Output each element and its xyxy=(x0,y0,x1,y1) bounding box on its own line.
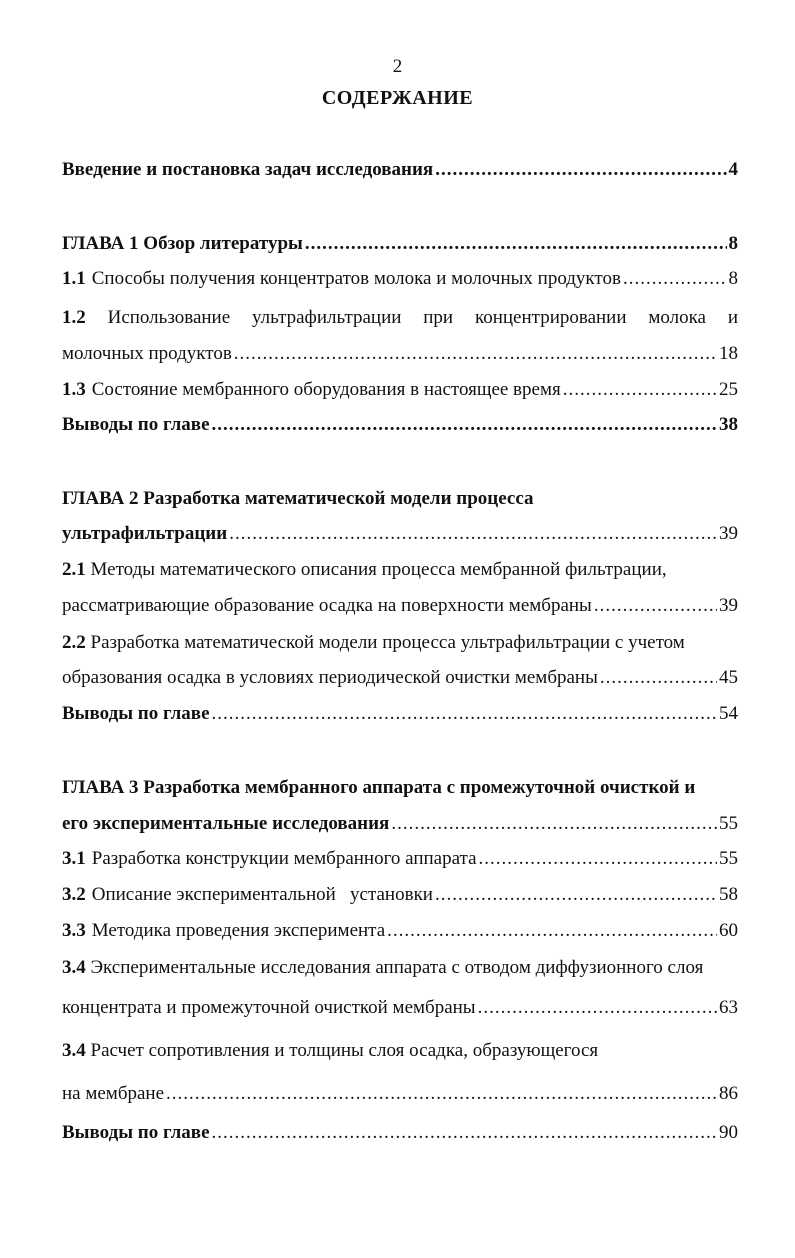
toc-page-number: 8 xyxy=(728,233,738,254)
toc-entry-text: Разработка конструкции мембранного аппарата xyxy=(91,848,477,869)
toc-page-number: 18 xyxy=(719,343,738,364)
toc-entry-text: Способы получения концентратов молока и молочных продуктов xyxy=(91,268,621,289)
toc-page-number: 8 xyxy=(728,268,738,289)
toc-page-number: 38 xyxy=(719,414,738,435)
toc-entry-section-3-3[interactable] xyxy=(62,918,738,944)
toc-entry-text: Введение и постановка задач исследования xyxy=(62,159,434,180)
dot-leader xyxy=(166,1081,717,1107)
dot-leader xyxy=(594,593,717,619)
toc-entry-text: Выводы по главе xyxy=(62,703,210,724)
toc-page-number: 63 xyxy=(719,997,738,1018)
dot-leader xyxy=(435,157,726,183)
toc-entry-section-2-2-line2[interactable] xyxy=(62,665,738,691)
dot-leader xyxy=(305,231,727,257)
page-title: СОДЕРЖАНИЕ xyxy=(321,87,474,109)
toc-entry-section-3-2[interactable] xyxy=(62,882,738,908)
toc-entry-text: ГЛАВА 3 Разработка мембранного аппарата с промежуточной очисткой и xyxy=(62,777,696,798)
section-number: 1.1 xyxy=(62,268,86,289)
toc-entry-chapter-2-line2[interactable] xyxy=(62,521,738,547)
toc-entry-text: рассматривающие образование осадка на поверхности мембраны xyxy=(62,595,592,616)
toc-entry-chapter-2-line1[interactable] xyxy=(62,486,738,512)
page-number: 2 xyxy=(392,56,403,77)
toc-entry-text: Методы математического описания процесса мембранной фильтрации, xyxy=(90,559,667,580)
toc-entry-text: на мембране xyxy=(62,1083,165,1104)
toc-entry-chapter-3-line2[interactable] xyxy=(62,811,738,837)
toc-entry-introduction[interactable] xyxy=(62,157,738,183)
section-number: 3.4 xyxy=(62,1040,86,1061)
dot-leader xyxy=(212,701,717,727)
toc-entry-section-2-1-line1[interactable] xyxy=(62,557,738,583)
section-number: 2.2 xyxy=(62,632,86,653)
dot-leader xyxy=(212,1120,717,1146)
dot-leader xyxy=(479,846,717,872)
toc-page-number: 55 xyxy=(719,848,738,869)
section-number: 1.2 xyxy=(62,307,86,328)
toc-entry-section-1-2-line1[interactable] xyxy=(62,305,738,331)
dot-leader xyxy=(600,665,717,691)
toc-page-number: 45 xyxy=(719,667,738,688)
toc-entry-section-1-1[interactable] xyxy=(62,266,738,292)
dot-leader xyxy=(478,995,717,1021)
toc-page-number: 39 xyxy=(719,595,738,616)
toc-entry-text: Методика проведения эксперимента xyxy=(91,920,386,941)
toc-entry-chapter-2-conclusions[interactable] xyxy=(62,701,738,727)
dot-leader xyxy=(212,412,717,438)
dot-leader xyxy=(623,266,727,292)
toc-entry-text: Выводы по главе xyxy=(62,414,210,435)
section-number: 3.3 xyxy=(62,920,86,941)
toc-entry-text: ГЛАВА 2 Разработка математической модели процесса xyxy=(62,488,534,509)
toc-page-number: 25 xyxy=(719,379,738,400)
toc-entry-text: Использование ультрафильтрации при концентрировании молока и xyxy=(107,307,738,328)
toc-page-number: 54 xyxy=(719,703,738,724)
dot-leader xyxy=(435,882,717,908)
toc-entry-text: образования осадка в условиях периодической очистки мембраны xyxy=(62,667,598,688)
toc-page-number: 90 xyxy=(719,1122,738,1143)
toc-entry-text: Выводы по главе xyxy=(62,1122,210,1143)
dot-leader xyxy=(563,377,717,403)
toc-entry-chapter-1-conclusions[interactable] xyxy=(62,412,738,438)
toc-entry-text: Описание экспериментальной установки xyxy=(91,884,433,905)
toc-page-number: 39 xyxy=(719,523,738,544)
toc-entry-chapter-3-line1[interactable] xyxy=(62,775,738,801)
toc-entry-text: молочных продуктов xyxy=(62,343,232,364)
toc-entry-text: концентрата и промежуточной очисткой мембраны xyxy=(62,997,476,1018)
toc-entry-text: Расчет сопротивления и толщины слоя осадка, образующегося xyxy=(90,1040,599,1061)
toc-page-number: 60 xyxy=(719,920,738,941)
toc-page-number: 55 xyxy=(719,813,738,834)
toc-entry-section-3-1[interactable] xyxy=(62,846,738,872)
dot-leader xyxy=(391,811,717,837)
toc-entry-text: ГЛАВА 1 Обзор литературы xyxy=(62,233,303,254)
toc-entry-text: ультрафильтрации xyxy=(62,523,228,544)
toc-page-number: 4 xyxy=(728,159,738,180)
section-number: 3.4 xyxy=(62,957,86,978)
toc-entry-section-2-2-line1[interactable] xyxy=(62,630,738,656)
dot-leader xyxy=(387,918,717,944)
toc-page-number: 86 xyxy=(719,1083,738,1104)
section-number: 3.2 xyxy=(62,884,86,905)
section-number: 1.3 xyxy=(62,379,86,400)
toc-entry-text: его экспериментальные исследования xyxy=(62,813,390,834)
toc-entry-section-3-4-line1[interactable] xyxy=(62,955,738,981)
toc-entry-section-3-4-line2[interactable] xyxy=(62,995,738,1021)
toc-entry-section-1-3[interactable] xyxy=(62,377,738,403)
section-number: 2.1 xyxy=(62,559,86,580)
section-number: 3.1 xyxy=(62,848,86,869)
toc-entry-section-2-1-line2[interactable] xyxy=(62,593,738,619)
toc-entry-section-1-2-line2[interactable] xyxy=(62,341,738,367)
dot-leader xyxy=(229,521,717,547)
toc-entry-text: Состояние мембранного оборудования в настоящее время xyxy=(91,379,561,400)
toc-entry-text: Экспериментальные исследования аппарата с отводом диффузионного слоя xyxy=(90,957,704,978)
dot-leader xyxy=(234,341,717,367)
toc-entry-chapter-3-conclusions[interactable] xyxy=(62,1120,738,1146)
toc-entry-section-3-5-line1[interactable] xyxy=(62,1038,738,1064)
toc-page-number: 58 xyxy=(719,884,738,905)
toc-entry-section-3-5-line2[interactable] xyxy=(62,1081,738,1107)
toc-entry-chapter-1[interactable] xyxy=(62,231,738,257)
toc-entry-text: Разработка математической модели процесса ультрафильтрации с учетом xyxy=(90,632,685,653)
